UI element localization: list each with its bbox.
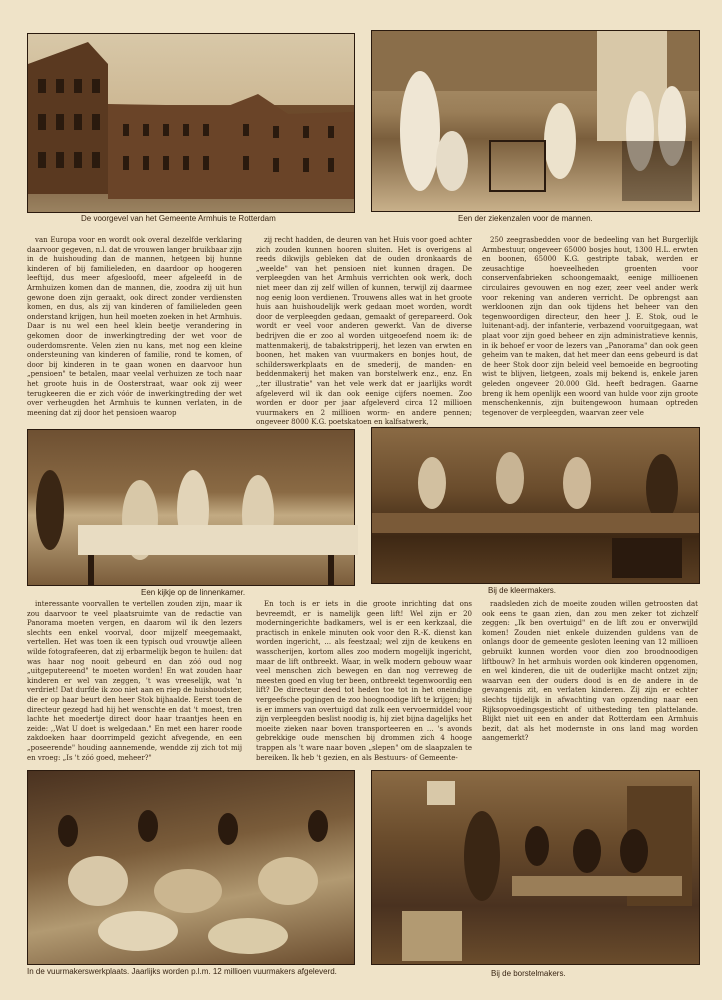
caption-brushmakers: Bij de borstelmakers.: [491, 969, 566, 978]
text-row2-col1: interessante voorvallen te vertellen zouden zijn, maar ik zou daarvoor te veel plaatsruimte van de redactie van Panorama moeten vergen, en daarom wil ik den lezers slechts een enkel voorval, door mijzelf meegemaakt, vertellen. Het was toen ik een typisch oud vrouwtje alleen wilde fotografeeren, dat zij erbarmelijk begon te huilen: dat was haar nog nooit gebeurd en dan zóó oud nog „uitgeputereend" te moeten worden! En wat zouden haar kinderen er wel van zeggen, 't was vreeselijk, wat 'n verdriet! Dat durfde ik zoo niet aan en riep de huishoudster, die er op haar beurt den heer Stok bijhaalde. Eerst toen de directeur gezegd had hij het wenschte en dat 't moest, tren lachte het moedertje direct door haar traantjes heen en zeide: ,,Wat U doet is welgedaan." En met een harer roode zakdoeken haar doorrimpeld gezicht afvegende, en een „poseerende" houding aannemende, wendde zij zich tot mij en vroeg: „Is 't zóó goed, meheer?": [27, 600, 242, 762]
photo-exterior: [27, 33, 355, 213]
caption-linen: Een kijkje op de linnenkamer.: [141, 588, 246, 597]
photo-firelighters: [27, 770, 355, 965]
text-row2-col2: En toch is er iets in die groote inrichting dat ons bevreemdt, er is namelijk geen lift! Wel zijn er 20 moderningerichte badkamers, wel is er een kerkzaal, die practisch in enkele minuten ook voor den R.-K. dienst kan worden ingericht, ... als feestzaal; wel zijn de keukens en wasscherijen, kortom alles zoo modern mogelijk ingericht, maar de lift ontbreekt. Waar, in welk modern gebouw waar veel menschen zich bewegen en dan nog verreweg de meesten goed en vlug ter been, ontbreekt tegenwoordig een lift? De directeur deed tot heden toe tot in het oneindige vergeefsche pogingen de zoo hoognoodige lift te krijgen; hij is er immers van overtuigd dat zulk een vervoermiddel voor zijn verpleegden beslist noodig is, hij ziet bijna dagelijks het moeite zieken naar boven transporteeren en ... 's avonds gebrekkige oude menschen bij drommen zich 4 hooge trappen als 't ware naar boven „slepen" om de slaapzalen te bereiken. Ik heb 't gezien, en als Bestuurs- of Gemeente-: [256, 600, 472, 762]
caption-exterior: De voorgevel van het Gemeente Armhuis te Rotterdam: [81, 214, 276, 223]
photo-tailors: [371, 427, 700, 584]
photo-brushmakers: [371, 770, 700, 965]
caption-firelighters: In de vuurmakerswerkplaats. Jaarlijks worden p.l.m. 12 millioen vuurmakers afgeleverd.: [27, 967, 337, 976]
text-row1-col2: zij recht hadden, de deuren van het Huis voor goed achter zich zouden kunnen hooren sluiten. Het is overigens al reeds dikwijls gebleken dat de ouden dronkaards de „weelde" van het pensioen niet kunnen dragen. De verpleegden van het Armhuis verrichten ook werk, doch niet meer dan zij zelf willen of kunnen, terwijl zij daarmee nog eenig loon verdienen. Trouwens alles wat in het groote huis aan huishoudelijk werk gedaan moet worden, wordt door de verpleegden gedaan, gemaakt of gerepareerd. Ook wordt er veel voor anderen gewerkt. Van de diverse bedrijven die er zoo al worden uitgeoefend noem ik: de mattenmakerij, de tabakstripperij, het lezen van erwten en boonen, het maken van vuurmakers en bonjes hout, de schilderswerkplaats en de smederij, de manden- en beddenmakerij het maken van borstelwerk enz., enz. En ,,ter illustratie" van het vele werk dat er jaarlijks wordt afgeleverd wil ik dan ook eenige cijfers noemen. Zoo worden er door per jaar afgeleverd circa 12 millioen vuurmakers en 2 millioen worm- en andere pennen; ongeveer 8000 K.G. poetskatoen en kalfsatwerk,: [256, 236, 472, 427]
text-row2-col3: raadsleden zich de moeite zouden willen getroosten dat ook eens te gaan zien, dan zou men zeker tot zichzelf zeggen: „Ik ben overtuigd" en de lift zou er onverwijld komen! Zouden niet enkele duizenden guldens van de onlangs door de gemeente gesloten leening van 12 millioen gebruikt kunnen worden voor dien zoo broodnoodigen liftbouw? In het armhuis worden ook kinderen opgenomen, en wel kinderen, die uit de ouderlijke macht ontzet zijn; waarvan een der ouders dood is en de andere in de gevangenis zit, en verlaten kinderen. Zij zijn er echter slechts tijdelijk in afwachting van opzending naar een Rijksopvoedingsgesticht of uitbesteding ten plattelande. Blijkt niet uit een en ander dat Rotterdam een Armhuis bezit, dat als het modernste in ons land mag worden aangemerkt?: [482, 600, 698, 743]
caption-ward: Een der ziekenzalen voor de mannen.: [458, 214, 593, 223]
photo-ward: [371, 30, 700, 212]
text-row1-col3: 250 zeegrasbedden voor de bedeeling van het Burgerlijk Armbestuur, ongeveer 65000 bosjes hout, 1300 H.L. erwten en boonen, 65000 K.G. gestripte tabak, werden er zeusachtige hoeveelheden groenten voor conservenfabrieken schoongemaakt, eenige millioenen circulaires gevouwen en nog ezer, zeer veel ander werk voor rekening van anderen verricht. De opbrengst aan werkloonen zijn dan ook tijdens het beheer van den tegenwoordigen directeur, den heer J. E. Stok, oud le luitenant-adj. der infanterie, verbazend vooruitgegaan, wat plaat voor zijn goed beheer en zijn administratieve kennis, in ik behoef er voor de lezers van „Panorama" dan ook geen geheim van te maken, dat het meer dan eens gebeurd is dat de heer Stok door zijn beleid veel bemoeide en begrooting wist te blijven, lietgeen, zoals mij bekend is, enkele jaren geleden ongeveer 20.000 Gld. heeft bedragen. Gaarne breng ik hem openlijk een woord van hulde voor zijn groote menschenkennis, zijn buitengewoon humaan optreden tegenover de verpleegden, waarvan zeer vele: [482, 236, 698, 417]
caption-tailors: Bij de kleermakers.: [488, 586, 557, 595]
photo-linen: [27, 429, 355, 586]
text-row1-col1: van Europa voor en wordt ook overal dezelfde verklaring daarvoor gegeven, n.l. dat de vrouwen langer bruikbaar zijn in de huishouding dan de mannen, hetgeen bij hunne kinderen of bij familieleden, en daardoor op hoogeren leeftijd, dus meer afgesloofd, meer afgeleefd in de Armhuizen komen dan de mannen, die, zoodra zij uit hun gewone doen zijn geraakt, ook direct zonder verdiensten komen, en dus, als zij van kinderen of familieleden geen onderstand krijgen, hun heil moeten zoeken in het Armhuis. Daar is nu wel een heel klein beetje verandering in gekomen door de inwerkingtreding der wet voor de ouderdomsrente. Velen zien nu kans, met nog een kleine ondersteuning van kinderen of familie, rond te komen, of door bij kinderen in te gaan wonen en daarvoor hun „pensioen" te betalen, maar veelal verhuizen ze toch naar het groote huis in de Oosterstraat, waar ook zij weer terugkeeren die er zich vóór de inwerkingtreding der wet over verheugden het Armhuis te kunnen verlaten, in de meening dat zij door het pensioen waarop: [27, 236, 242, 417]
